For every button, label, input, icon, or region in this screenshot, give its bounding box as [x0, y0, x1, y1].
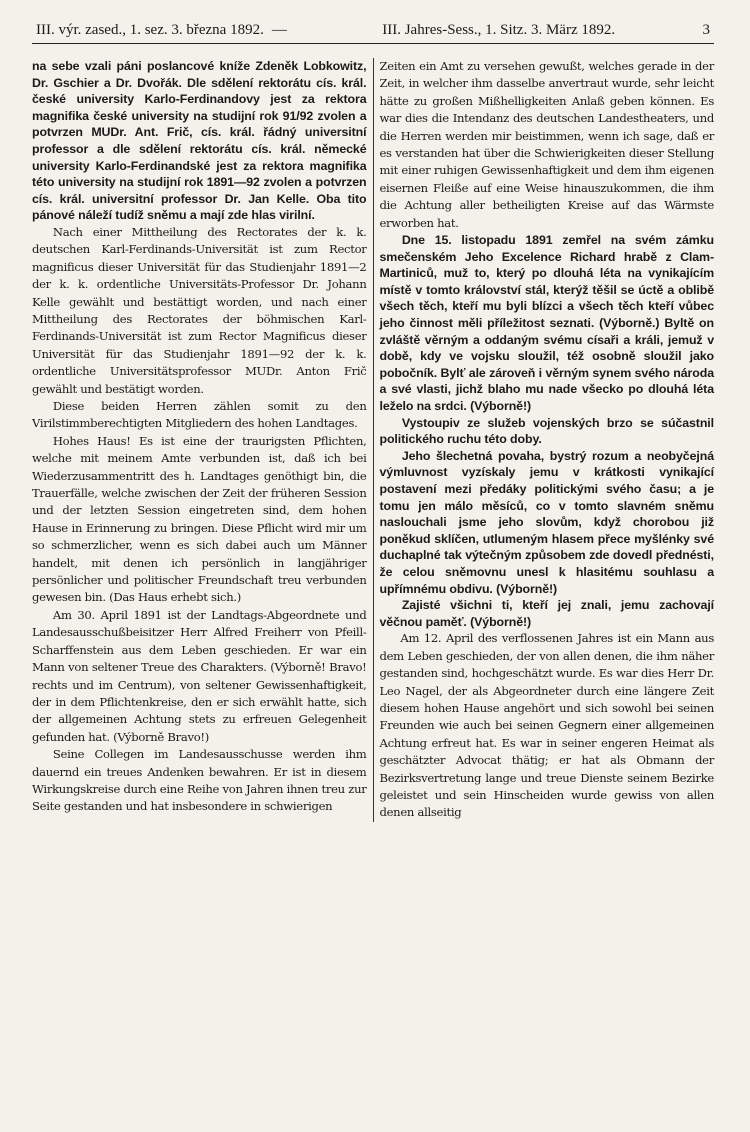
paragraph: Am 12. April des verflossenen Jahres ist ein Mann aus dem Leben geschieden, der von allen denen, die ihm näher gestanden sind, hochgeschätzt wurde. Es war dies Herr Dr. Leo Nagel, der als Abgeordneter durch eine längere Zeit diesem hohen Hause angehört und sich sowohl bei seinen Freunden wie auch bei seinen Gegnern einer allgemeinen Achtung erfreut hat. Es war in seiner engeren Heimat als geschätzter Advocat thätig; er hat als Obmann der Bezirksvertretung lange und treue Dienste seinem Bezirke geleistet und sein Hinscheiden wurde gewiss von allen denen allseitig: [379, 631, 714, 820]
paragraph: Seine Collegen im Landesausschusse werden ihm dauernd ein treues Andenken bewahren. Er ist in diesem Wirkungskreise durch eine Reihe von Jahren ihnen treu zur Seite gestanden und hat insbesondere in schwierigen: [32, 747, 367, 814]
running-header: [32, 22, 714, 44]
header-german-session: III. Jahres-Sess., 1. Sitz. 3. März 1892.: [382, 22, 616, 38]
paragraph: Dne 15. listopadu 1891 zemřel na svém zámku smečenském Jeho Excelence Richard hrabě z Clam-Martiniců, muž to, který po dlouhá léta na vynikajícím místě v tomto království stál, kterýž těšil se úctě a oblibě všech těch, kteří mu byli blízci a všech těch kteří vůbec jeho činnost měli příležitost seznati. (Výborně.) Byltě on zvláště věrným a oddaným svému císaři a králi, jemuž v době, kdy ve vojsku sloužil, též osobně sloužil jako pobočník. Bylť ale zároveň i věrným synem svého národa a své vlasti, jichž blaho mu nade všecko po dlouhá léta leželo na srdci. (Výborně!): [379, 233, 714, 413]
paragraph: Zeiten ein Amt zu versehen gewußt, welches gerade in der Zeit, in welcher ihm dasselbe anvertraut wurde, sehr leicht hätte zu großen Mißhelligkeiten Anlaß geben können. Es war dies die Intendanz des deutschen Landestheaters, und die Herren werden mir beistimmen, wenn ich sage, daß er es verstanden hat über die Schwierigkeiten dieser Stellung mit einer ruhigen Gewissenhaftigkeit und dem ihm eigenen eisernen Fleiße auf eine Weise hinauszukommen, die ihm die Achtung aller betheiligten Kreise auf das Wärmste erworben hat.: [379, 59, 714, 230]
two-column-body: [32, 58, 714, 822]
paragraph: Hohes Haus! Es ist eine der traurigsten Pflichten, welche mit meinem Amte verbunden ist, daß ich bei Wiederzusammentritt des h. Landtages genöthigt bin, die Trauerfälle, welche zwischen der Zeit der früheren Session und der letzten Session eingetreten sind, dem hohen Hause in Erinnerung zu bringen. Diese Pflicht wird mir um so schmerzlicher, wenn es sich dabei auch um Männer handelt, mit denen ich persönlich in langjähriger persönlicher und politischer Freundschaft treu verbunden gewesen bin. (Das Haus erhebt sich.): [32, 433, 367, 605]
paragraph: Jeho šlechetná povaha, bystrý rozum a neobyčejná výmluvnost vyzískaly jemu v krátkosti vynikající postavení mezi předáky politickými svého času; a je tomu jen málo měsíců, co v tomto slavném sněmu naslouchali jsme jeho slovům, když chorobou již poněkud sklíčen, utlumeným hlasem přece myšlénky své duchaplné tak výtečným způsobem zde dovedl přednésti, že celou sněmovnu unesl k hlasitému souhlasu a upřímnému obdivu. (Výborně!): [379, 448, 714, 596]
paragraph: Vystoupiv ze služeb vojenských brzo se súčastnil politického ruchu této doby.: [379, 415, 714, 447]
left-column: [32, 58, 374, 822]
paragraph: Am 30. April 1891 ist der Landtags-Abgeordnete und Landesausschußbeisitzer Herr Alfred Freiherr von Pfeill-Scharffenstein aus dem Leben geschieden. Er war ein Mann von seltener Treue des Charakters. (Výborně! Bravo! rechts und im Centrum), von seltener Gewissenhaftigkeit, der in dem Pflichtenkreise, den er sich erwählt hatte, sich der allgemeinen Achtung stets zu erfreuen Gelegenheit gefunden hat. (Výborně Bravo!): [32, 607, 367, 744]
paragraph: Diese beiden Herren zählen somit zu den Virilstimmberechtigten Mitgliedern des hohen Landtages.: [32, 399, 367, 431]
page-number: 3: [702, 22, 710, 38]
header-czech-session: III. výr. zased., 1. sez. 3. března 1892.: [36, 22, 264, 38]
paragraph: na sebe vzali páni poslancové kníže Zdeněk Lobkowitz, Dr. Gschier a Dr. Dvořák. Dle sdělení rektorátu cís. král. české university Karlo-Ferdinandovy jest za rektora magnifika české university na studijní rok 91/92 zvolen a potvrzen MUDr. Ant. Frič, cís. král. řádný universitní professor a dle sdělení rektorátu cís. král. německé university Karlo-Ferdinandské jest za rektora magnifika této university na studijní rok 1891—92 zvolen a potvrzen cís. král. universitní professor Dr. Jan Kelle. Oba tito pánové náleží tudíž sněmu a mají zde hlas virilní.: [32, 59, 367, 223]
paragraph: Nach einer Mittheilung des Rectorates der k. k. deutschen Karl-Ferdinands-Universität ist zum Rector magnificus dieser Universität für das Studienjahr 1891—2 der k. k. ordentliche Universitäts-Professor Dr. Johann Kelle gewählt und bestättigt worden, und nach einer Mittheilung des Rectorates der böhmischen Karl-Ferdinands-Universität ist zum Rector Magnificus dieser Universität für das Studienjahr 1891—92 der k. k. ordentliche Universitätsprofessor MUDr. Anton Frič gewählt und bestätigt worden.: [32, 224, 367, 396]
right-column: [374, 58, 715, 822]
paragraph: Zajisté všichni ti, kteří jej znali, jemu zachovají věčnou paměť. (Výborně!): [379, 598, 714, 629]
header-separator: —: [271, 22, 287, 38]
